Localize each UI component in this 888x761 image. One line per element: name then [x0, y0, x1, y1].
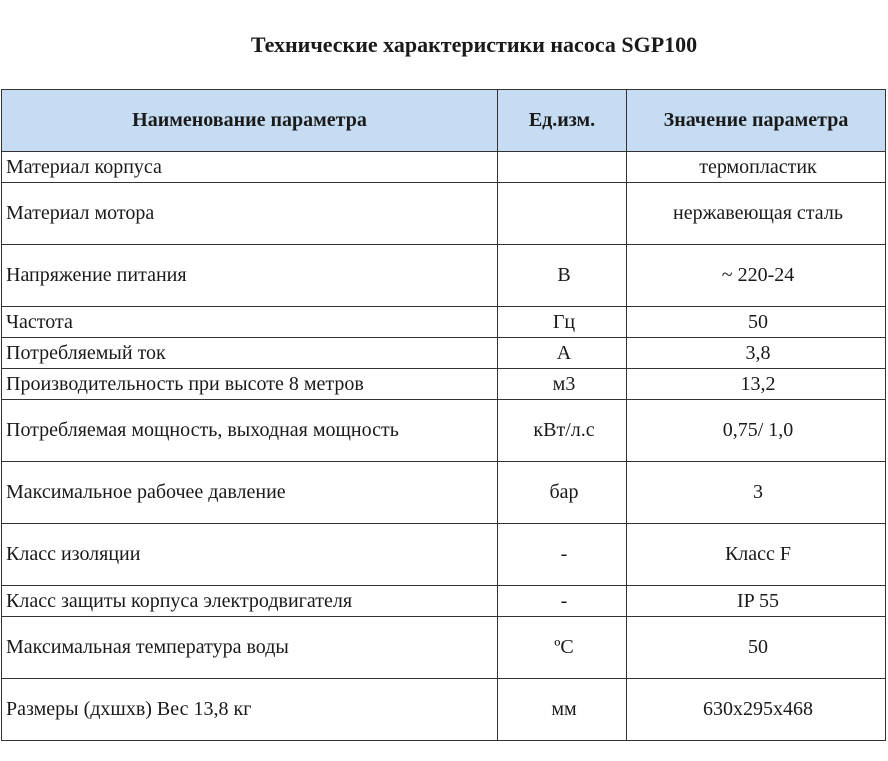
- row-name: Класс защиты корпуса электродвигателя: [2, 586, 498, 617]
- row-name: Потребляемый ток: [2, 338, 498, 369]
- table-row: [2, 245, 886, 307]
- row-unit: -: [498, 524, 627, 586]
- row-name: Размеры (дхшхв) Вес 13,8 кг: [2, 679, 498, 741]
- table-header-row: [2, 90, 886, 152]
- row-value: нержавеющая сталь: [627, 183, 886, 245]
- row-unit: кВт/л.с: [498, 400, 627, 462]
- table-row: [2, 586, 886, 617]
- row-name: Максимальное рабочее давление: [2, 462, 498, 524]
- row-name: Потребляемая мощность, выходная мощность: [2, 400, 498, 462]
- row-name: Материал корпуса: [2, 152, 498, 183]
- row-value: 13,2: [627, 369, 886, 400]
- row-unit: [498, 183, 627, 245]
- row-name: Напряжение питания: [2, 245, 498, 307]
- row-value: 50: [627, 307, 886, 338]
- table-row: [2, 338, 886, 369]
- table-row: [2, 524, 886, 586]
- row-value: ~ 220-24: [627, 245, 886, 307]
- row-unit: Гц: [498, 307, 627, 338]
- header-parameter-name: Наименование параметра: [2, 90, 498, 152]
- row-name: Производительность при высоте 8 метров: [2, 369, 498, 400]
- table-row: [2, 679, 886, 741]
- row-unit: [498, 152, 627, 183]
- row-unit: -: [498, 586, 627, 617]
- table-row: [2, 307, 886, 338]
- document-title: Технические характеристики насоса SGP100: [250, 32, 698, 57]
- table-row: [2, 152, 886, 183]
- row-value: IP 55: [627, 586, 886, 617]
- header-parameter-value: Значение параметра: [627, 90, 886, 152]
- table-row: [2, 462, 886, 524]
- row-value: 630x295x468: [627, 679, 886, 741]
- row-name: Частота: [2, 307, 498, 338]
- row-value: 50: [627, 617, 886, 679]
- row-value: 0,75/ 1,0: [627, 400, 886, 462]
- row-name: Максимальная температура воды: [2, 617, 498, 679]
- row-unit: бар: [498, 462, 627, 524]
- row-value: 3: [627, 462, 886, 524]
- spec-table: [1, 89, 886, 741]
- table-row: [2, 369, 886, 400]
- row-name: Класс изоляции: [2, 524, 498, 586]
- row-unit: В: [498, 245, 627, 307]
- table-row: [2, 617, 886, 679]
- table-row: [2, 183, 886, 245]
- header-unit: Ед.изм.: [498, 90, 627, 152]
- row-unit: ºС: [498, 617, 627, 679]
- row-name: Материал мотора: [2, 183, 498, 245]
- row-value: Класс F: [627, 524, 886, 586]
- row-unit: м3: [498, 369, 627, 400]
- row-value: термопластик: [627, 152, 886, 183]
- row-unit: А: [498, 338, 627, 369]
- row-unit: мм: [498, 679, 627, 741]
- table-row: [2, 400, 886, 462]
- row-value: 3,8: [627, 338, 886, 369]
